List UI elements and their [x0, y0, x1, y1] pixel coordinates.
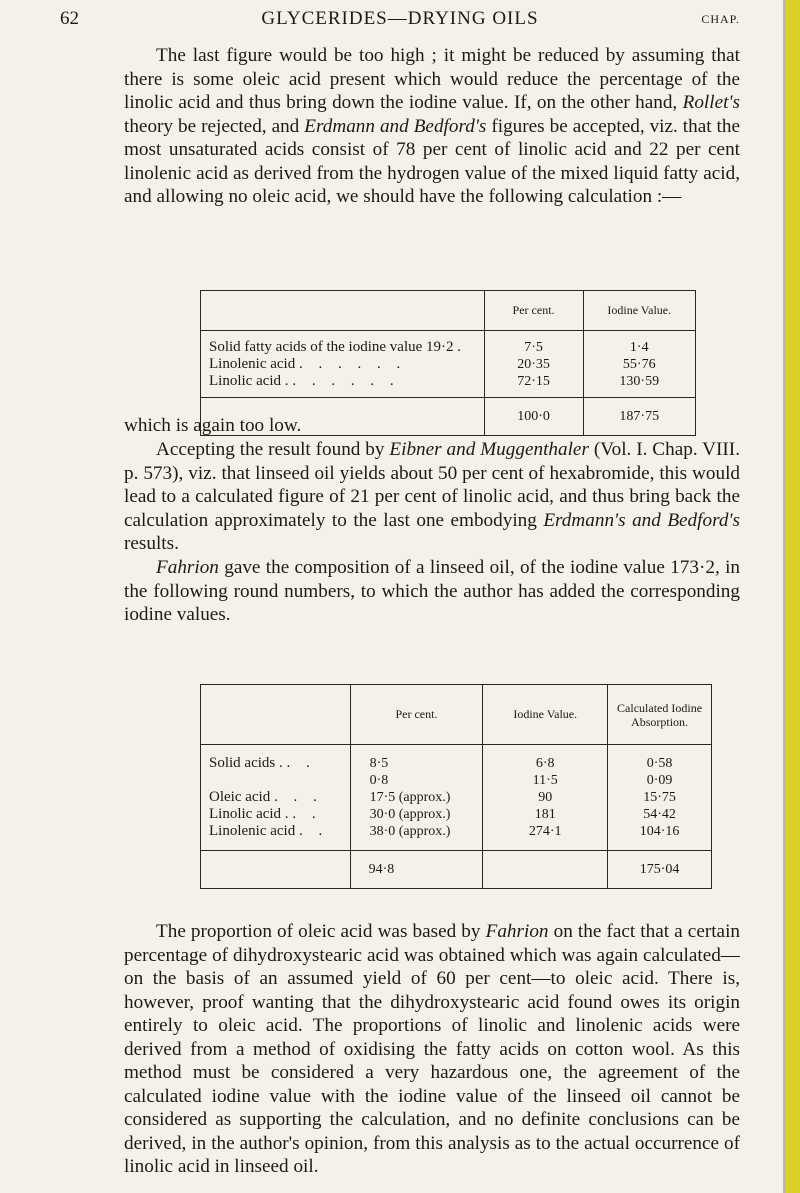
table2-total-iodine — [483, 851, 608, 889]
table-cell: 274·1 — [528, 824, 562, 839]
page-edge-strip — [786, 0, 800, 1193]
table1-labels-cell — [201, 331, 485, 398]
table-cell: 0·09 — [646, 773, 673, 788]
table-row-label — [209, 772, 349, 789]
table-row-label: Linolic acid . . . . . . . — [209, 372, 400, 389]
table-cell: 0·8 — [369, 773, 389, 788]
table1-iodine-cell — [583, 331, 696, 398]
table2-header-calc — [608, 685, 712, 745]
table-cell: 1·4 — [629, 339, 649, 355]
table2-header-calc-line2: Absorption. — [631, 714, 689, 729]
running-header — [60, 8, 740, 32]
table1-header-percent: Per cent. — [484, 291, 583, 331]
table-cell: 104·16 — [639, 824, 680, 839]
table-cell: 72·15 — [517, 373, 550, 389]
table2-total-label — [201, 851, 351, 889]
table-cell: 8·5 — [369, 756, 389, 771]
table-cell: 7·5 — [524, 339, 543, 355]
table-cell: 11·5 — [532, 773, 558, 788]
table2-header-percent: Per cent. — [350, 685, 483, 745]
table-cell: 30·0 (approx.) — [369, 807, 451, 822]
table1-total-percent: 100·0 — [484, 398, 583, 436]
chapter-abbr: CHAP. — [701, 12, 740, 26]
table-row-label: Oleic acid . . . — [209, 789, 323, 805]
composition-table-2 — [200, 684, 712, 889]
table-cell: 54·42 — [643, 807, 676, 822]
table1-header-iodine: Iodine Value. — [583, 291, 696, 331]
table2-percent-cell — [350, 745, 483, 851]
table-row-label: Linolenic acid . . — [209, 823, 329, 839]
paragraph-1: The last figure would be too high ; it might be reduced by assuming that there is some oleic acid present which would reduce the percentage of the linolic acid and thus bring down the iodine value. If, on the other hand, Rollet's theory be rejected, and Erdmann and Bedford's figures be accepted, viz. that the most unsaturated acids consist of 78 per cent of linolic acid and 22 per cent linolenic acid as derived from the hydrogen value of the mixed liquid fatty acid, and allowing no oleic acid, we should have the following calculation :— — [124, 45, 740, 207]
table2-total-percent: 94·8 — [350, 851, 483, 889]
table-cell: 6·8 — [535, 756, 555, 771]
table2-header-calc-line1: Calculated Iodine — [617, 700, 703, 715]
table2-iodine-cell — [483, 745, 608, 851]
table-row-label: Linolenic acid . . . . . . — [209, 355, 407, 372]
table-cell: 181 — [534, 807, 556, 822]
table-cell: 17·5 (approx.) — [369, 790, 451, 805]
table-cell: 0·58 — [646, 756, 673, 771]
table-row-label: Linolic acid . . . — [209, 806, 322, 822]
table-cell: 15·75 — [643, 790, 676, 805]
table-cell: 38·0 (approx.) — [369, 824, 451, 839]
table-cell: 55·76 — [622, 356, 656, 372]
table2-total-calc: 175·04 — [608, 851, 712, 889]
table2-header-iodine: Iodine Value. — [483, 685, 608, 745]
table-row-label: Solid acids . . . — [209, 755, 316, 771]
table2-labels-cell — [201, 745, 351, 851]
table-cell: 90 — [538, 790, 553, 805]
running-title: GLYCERIDES—DRYING OILS — [261, 8, 539, 29]
paragraph-3: Accepting the result found by Eibner and Muggenthaler (Vol. I. Chap. VIII. p. 573), viz. that linseed oil yields about 50 per cent of hexabromide, this would lead to a calculated figure of 21 per cent of linolic acid, and thus bring back the calculation approximately to the last one embodying Erdmann's and Bedford's results. — [124, 439, 740, 554]
table1-total-iodine: 187·75 — [583, 398, 696, 436]
table-row-label: Solid fatty acids of the iodine value 19·2 . — [209, 338, 462, 355]
page-number: 62 — [60, 8, 79, 29]
paragraph-2: which is again too low. — [124, 415, 302, 436]
table-cell: 20·35 — [517, 356, 550, 372]
paragraph-5: The proportion of oleic acid was based by Fahrion on the fact that a certain percentage of dihydroxystearic acid was obtained which was again calculated—on the basis of an assumed yield of 60 per cent—to oleic acid. There is, however, proof wanting that the dihydroxystearic acid found owes its origin entirely to oleic acid. The proportions of linolic and linolenic acids were derived from a method of oxidising the fatty acids on cotton wool. As this method must be considered a very hazardous one, the agreement of the calculated iodine value with the iodine value of the linseed oil cannot be considered as supporting the calculation, and no definite conclusions can be derived, in the author's opinion, from this analysis as to the actual occurrence of linolic acid in linseed oil. — [124, 921, 740, 1177]
table2-calc-cell — [608, 745, 712, 851]
paragraph-4: Fahrion gave the composition of a linseed oil, of the iodine value 173·2, in the following round numbers, to which the author has added the corresponding iodine values. — [124, 557, 740, 625]
table1-label-header — [201, 291, 485, 331]
table-cell: 130·59 — [619, 373, 660, 389]
table2-label-header — [201, 685, 351, 745]
table1-percent-cell — [484, 331, 583, 398]
